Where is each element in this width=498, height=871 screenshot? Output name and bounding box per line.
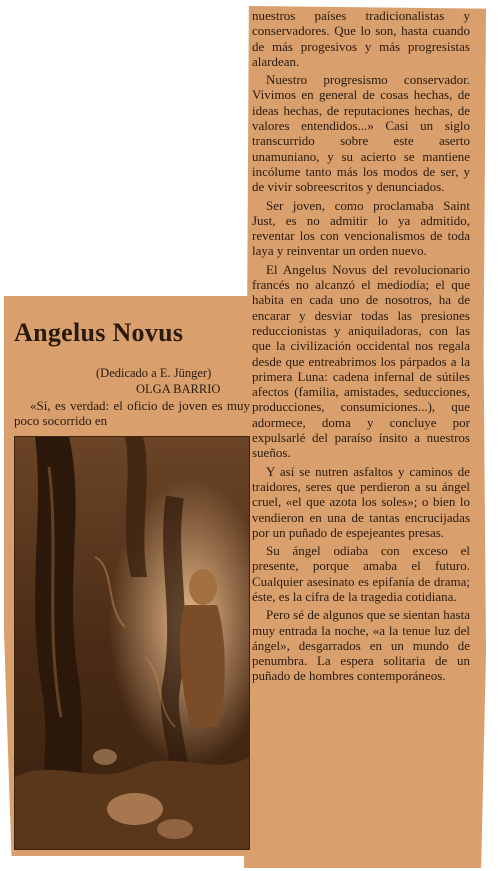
dedication-line: (Dedicado a E. Jünger) — [96, 366, 212, 380]
paragraph: «Sí, es verdad: el oficio de joven es muy poco socorrido en — [14, 398, 250, 429]
paragraph: Ser joven, como proclamaba Saint Just, es no admitir lo ya admitido, reventar los con vencionalismos de toda laya y reinventar un orden nuevo. — [252, 197, 470, 259]
paragraph: Nuestro progresismo conservador. Vivimos en general de cosas hechas, de ideas hechas, de reputaciones hechas, de valores entendidos...» Casi un siglo transcurrido sobre este aserto unamuniano, y su acierto se mantiene incólume tanto más los modos de ser, y de vivir sobreescritos y denunciados. — [252, 72, 470, 195]
photo-illustration — [15, 437, 249, 849]
paragraph: nuestros países tradicionalistas y conservadores. Que lo son, hasta cuando de más progesivos y más progresistas alardean. — [252, 8, 470, 69]
paragraph: Y así se nutren asfaltos y caminos de traidores, seres que perdieron a su ángel cruel, «el que azota los soles»; o bien lo vendieron en una de tantas encrucijadas por un puñado de espejeantes presas. — [252, 463, 470, 540]
paragraph: El Angelus Novus del revolucionario francés no alcanzó el mediodía; el que habita en cada uno de nosotros, ha de encarar y desviar todas las presiones reduccionistas y aniquiladoras, con las que la civilización occidental nos regala desde que entreabrimos los párpados a la primera Luna: cadena infernal de sútiles afectos (familia, amistades, seducciones, producciones, consumiciones...), que adormece, doma y concluye por expulsarlé del paraíso ínsito a nuestros sueños. — [252, 261, 470, 461]
article-intro — [14, 398, 250, 429]
article-column-right — [252, 8, 470, 687]
author-byline: OLGA BARRIO — [136, 382, 221, 396]
article-photo — [14, 436, 250, 850]
paragraph: Su ángel odiaba con exceso el presente, porque amaba el futuro. Cualquier asesinato es epifanía de drama; éste, es la cifra de la tragedia cotidiana. — [252, 543, 470, 604]
paragraph: Pero sé de algunos que se sientan hasta muy entrada la noche, «a la tenue luz del ángel», desgarrados en un mundo de penumbra. La espera solitaria de un puñado de hombres contemporáneos. — [252, 607, 470, 684]
article-headline: Angelus Novus — [14, 318, 184, 347]
